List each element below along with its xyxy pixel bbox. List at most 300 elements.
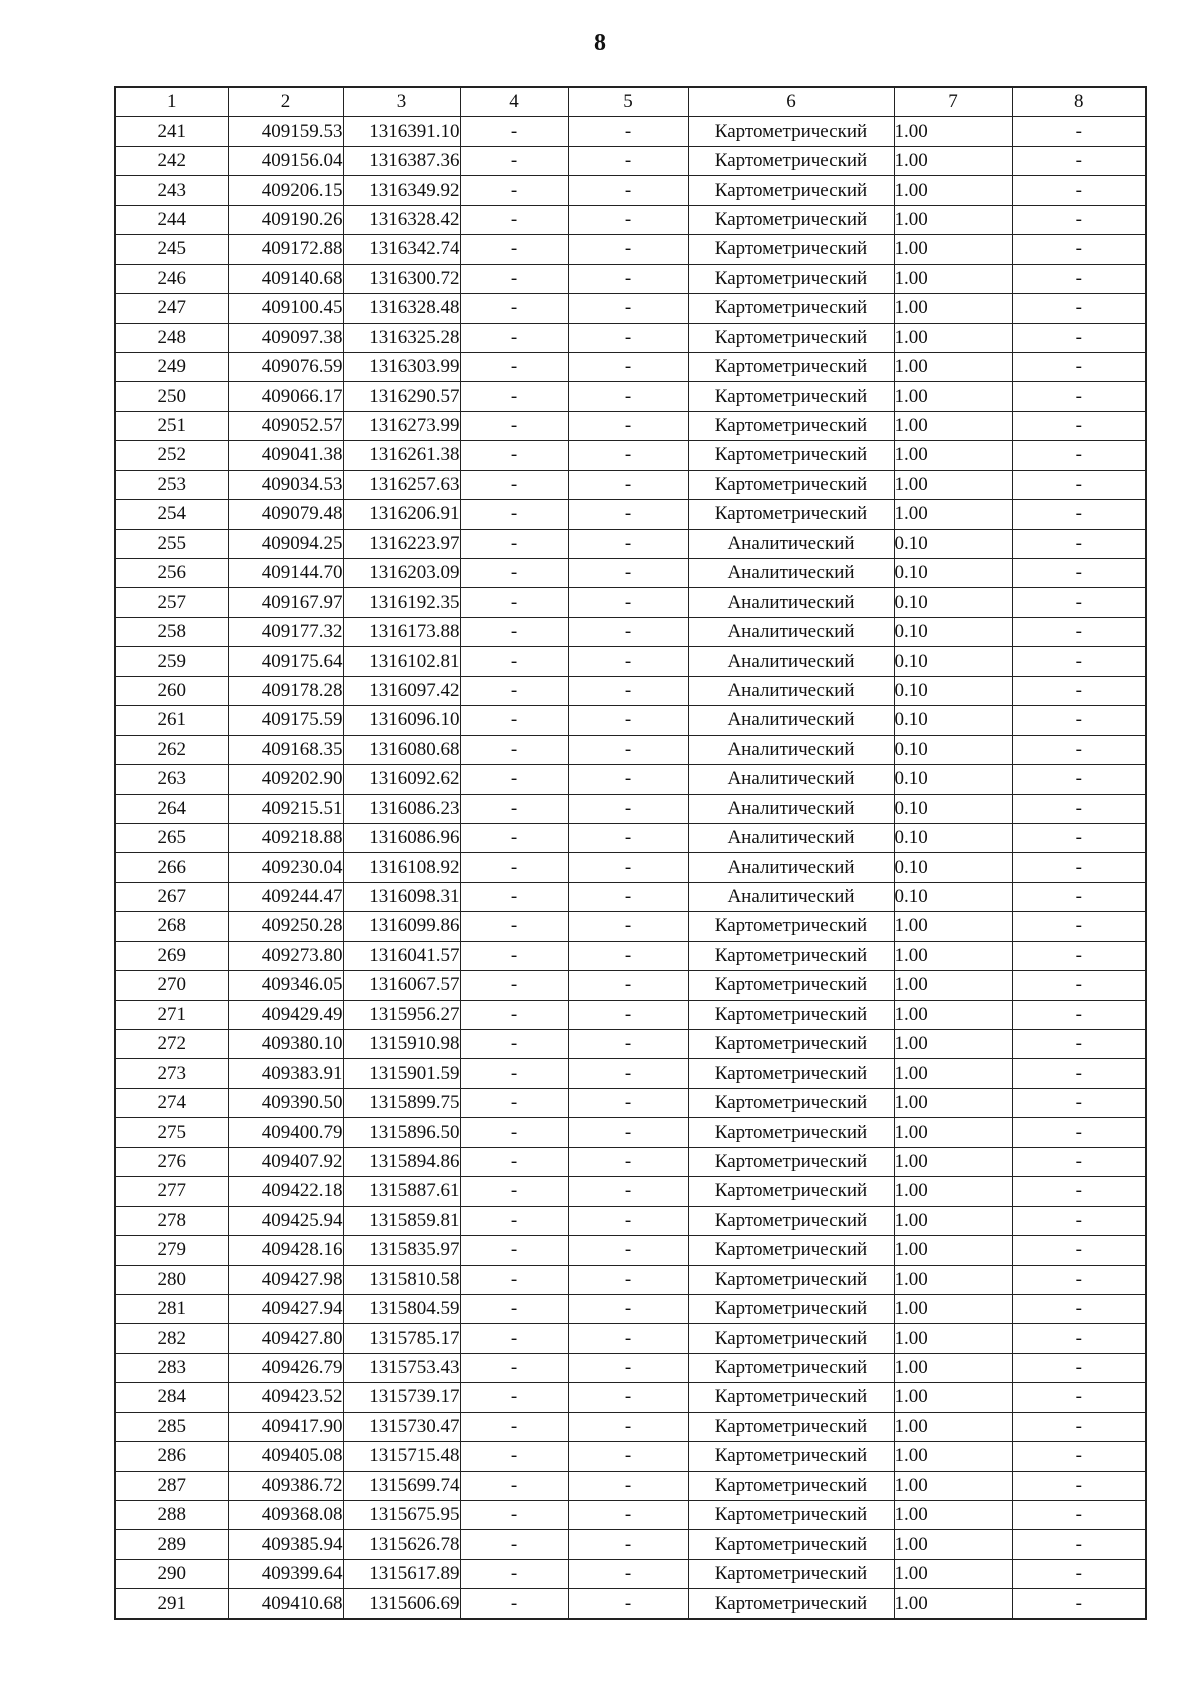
table-cell-col-1: 264 [115,794,228,823]
table-cell-col-6: Картометрический [688,1383,894,1412]
table-row [115,853,1146,882]
table-cell-col-6: Картометрический [688,382,894,411]
table-cell-col-3: 1315956.27 [343,1000,460,1029]
table-cell-col-5: - [568,941,688,970]
table-cell-col-4: - [460,470,568,499]
table-cell-col-2: 409202.90 [228,765,343,794]
table-row [115,941,1146,970]
table-cell-col-5: - [568,441,688,470]
table-cell-col-3: 1315887.61 [343,1177,460,1206]
table-cell-col-8: - [1012,1324,1146,1353]
table-cell-col-2: 409218.88 [228,823,343,852]
table-cell-col-8: - [1012,882,1146,911]
table-cell-col-3: 1316203.09 [343,559,460,588]
table-cell-col-1: 263 [115,765,228,794]
table-cell-col-1: 272 [115,1030,228,1059]
table-cell-col-7: 0.10 [894,853,1012,882]
table-cell-col-7: 1.00 [894,1324,1012,1353]
table-cell-col-8: - [1012,823,1146,852]
table-cell-col-8: - [1012,706,1146,735]
table-cell-col-3: 1316102.81 [343,647,460,676]
table-cell-col-7: 1.00 [894,1442,1012,1471]
table-cell-col-3: 1316096.10 [343,706,460,735]
table-cell-col-5: - [568,176,688,205]
table-cell-col-1: 248 [115,323,228,352]
table-cell-col-7: 0.10 [894,676,1012,705]
table-cell-col-5: - [568,1501,688,1530]
table-cell-col-4: - [460,176,568,205]
table-cell-col-6: Картометрический [688,1118,894,1147]
table-cell-col-1: 259 [115,647,228,676]
column-header-1: 1 [115,87,228,117]
table-cell-col-2: 409159.53 [228,117,343,146]
table-cell-col-1: 285 [115,1412,228,1441]
table-row [115,1412,1146,1441]
table-cell-col-8: - [1012,352,1146,381]
table-cell-col-2: 409100.45 [228,294,343,323]
table-cell-col-3: 1315894.86 [343,1147,460,1176]
table-cell-col-5: - [568,676,688,705]
table-row [115,411,1146,440]
table-cell-col-3: 1315730.47 [343,1412,460,1441]
table-cell-col-2: 409423.52 [228,1383,343,1412]
table-cell-col-6: Картометрический [688,205,894,234]
table-row [115,617,1146,646]
table-cell-col-1: 282 [115,1324,228,1353]
table-cell-col-5: - [568,1000,688,1029]
table-cell-col-3: 1316257.63 [343,470,460,499]
table-cell-col-5: - [568,1383,688,1412]
table-cell-col-7: 1.00 [894,1177,1012,1206]
table-cell-col-8: - [1012,294,1146,323]
table-cell-col-7: 1.00 [894,411,1012,440]
table-cell-col-3: 1316391.10 [343,117,460,146]
table-cell-col-4: - [460,1000,568,1029]
coordinates-table [114,86,1147,1620]
table-cell-col-6: Картометрический [688,1471,894,1500]
table-cell-col-1: 246 [115,264,228,293]
table-cell-col-5: - [568,1442,688,1471]
table-cell-col-1: 250 [115,382,228,411]
table-cell-col-6: Картометрический [688,1294,894,1323]
table-cell-col-3: 1316328.48 [343,294,460,323]
table-cell-col-4: - [460,647,568,676]
table-cell-col-6: Картометрический [688,146,894,175]
table-row [115,1294,1146,1323]
table-cell-col-1: 283 [115,1353,228,1382]
table-cell-col-5: - [568,294,688,323]
table-cell-col-1: 291 [115,1589,228,1619]
table-cell-col-3: 1316328.42 [343,205,460,234]
table-cell-col-1: 260 [115,676,228,705]
table-cell-col-7: 1.00 [894,1265,1012,1294]
table-cell-col-1: 273 [115,1059,228,1088]
table-cell-col-5: - [568,500,688,529]
table-cell-col-5: - [568,1471,688,1500]
table-row [115,1059,1146,1088]
table-row [115,529,1146,558]
table-cell-col-8: - [1012,1236,1146,1265]
table-cell-col-8: - [1012,1059,1146,1088]
table-cell-col-1: 280 [115,1265,228,1294]
table-cell-col-7: 1.00 [894,264,1012,293]
table-row [115,1383,1146,1412]
table-cell-col-2: 409094.25 [228,529,343,558]
table-cell-col-5: - [568,971,688,1000]
table-cell-col-2: 409140.68 [228,264,343,293]
table-cell-col-3: 1315753.43 [343,1353,460,1382]
table-cell-col-3: 1316086.96 [343,823,460,852]
table-cell-col-6: Аналитический [688,617,894,646]
table-cell-col-7: 0.10 [894,559,1012,588]
table-row [115,441,1146,470]
table-cell-col-1: 279 [115,1236,228,1265]
table-cell-col-7: 1.00 [894,1294,1012,1323]
table-cell-col-6: Аналитический [688,794,894,823]
table-cell-col-6: Картометрический [688,1442,894,1471]
table-cell-col-3: 1316349.92 [343,176,460,205]
column-header-8: 8 [1012,87,1146,117]
table-cell-col-4: - [460,294,568,323]
table-cell-col-7: 1.00 [894,323,1012,352]
table-row [115,1471,1146,1500]
table-cell-col-6: Аналитический [688,882,894,911]
table-cell-col-6: Картометрический [688,1088,894,1117]
table-cell-col-5: - [568,1030,688,1059]
table-cell-col-8: - [1012,1177,1146,1206]
table-cell-col-4: - [460,1294,568,1323]
table-cell-col-2: 409425.94 [228,1206,343,1235]
table-cell-col-1: 243 [115,176,228,205]
table-cell-col-4: - [460,1589,568,1619]
table-cell-col-6: Картометрический [688,411,894,440]
table-cell-col-8: - [1012,1353,1146,1382]
table-cell-col-2: 409097.38 [228,323,343,352]
table-cell-col-6: Картометрический [688,176,894,205]
table-cell-col-1: 271 [115,1000,228,1029]
table-row [115,1206,1146,1235]
table-cell-col-4: - [460,853,568,882]
table-cell-col-4: - [460,1030,568,1059]
table-cell-col-3: 1316300.72 [343,264,460,293]
table-cell-col-1: 253 [115,470,228,499]
table-cell-col-4: - [460,706,568,735]
table-cell-col-6: Картометрический [688,1236,894,1265]
table-cell-col-3: 1315617.89 [343,1559,460,1588]
table-cell-col-7: 0.10 [894,647,1012,676]
table-cell-col-4: - [460,1383,568,1412]
table-cell-col-1: 269 [115,941,228,970]
table-row [115,1088,1146,1117]
table-cell-col-1: 242 [115,146,228,175]
table-cell-col-8: - [1012,559,1146,588]
table-cell-col-7: 1.00 [894,1471,1012,1500]
table-cell-col-4: - [460,205,568,234]
table-row [115,1324,1146,1353]
table-cell-col-3: 1316041.57 [343,941,460,970]
table-cell-col-5: - [568,1265,688,1294]
table-row [115,352,1146,381]
table-cell-col-7: 1.00 [894,941,1012,970]
table-cell-col-1: 270 [115,971,228,1000]
table-cell-col-4: - [460,1206,568,1235]
table-cell-col-2: 409079.48 [228,500,343,529]
table-cell-col-7: 1.00 [894,1530,1012,1559]
table-cell-col-8: - [1012,676,1146,705]
table-cell-col-7: 1.00 [894,117,1012,146]
table-cell-col-4: - [460,1353,568,1382]
table-cell-col-3: 1316097.42 [343,676,460,705]
table-cell-col-2: 409385.94 [228,1530,343,1559]
table-cell-col-4: - [460,971,568,1000]
table-cell-col-2: 409422.18 [228,1177,343,1206]
table-cell-col-5: - [568,1059,688,1088]
table-row [115,735,1146,764]
table-cell-col-1: 256 [115,559,228,588]
table-cell-col-6: Картометрический [688,117,894,146]
table-row [115,1000,1146,1029]
table-cell-col-7: 1.00 [894,1000,1012,1029]
table-cell-col-7: 1.00 [894,1030,1012,1059]
table-cell-col-7: 0.10 [894,794,1012,823]
table-cell-col-2: 409250.28 [228,912,343,941]
table-cell-col-6: Аналитический [688,559,894,588]
table-cell-col-3: 1316342.74 [343,235,460,264]
table-cell-col-1: 276 [115,1147,228,1176]
table-cell-col-4: - [460,441,568,470]
table-cell-col-8: - [1012,235,1146,264]
table-cell-col-2: 409417.90 [228,1412,343,1441]
table-cell-col-5: - [568,1088,688,1117]
table-cell-col-8: - [1012,971,1146,1000]
table-row [115,882,1146,911]
table-cell-col-2: 409368.08 [228,1501,343,1530]
table-cell-col-1: 284 [115,1383,228,1412]
table-cell-col-1: 249 [115,352,228,381]
table-cell-col-1: 267 [115,882,228,911]
table-cell-col-7: 1.00 [894,294,1012,323]
table-cell-col-2: 409175.59 [228,706,343,735]
column-header-5: 5 [568,87,688,117]
table-row [115,382,1146,411]
table-cell-col-8: - [1012,1206,1146,1235]
table-row [115,205,1146,234]
table-cell-col-4: - [460,235,568,264]
table-cell-col-8: - [1012,1088,1146,1117]
table-cell-col-3: 1316206.91 [343,500,460,529]
column-header-7: 7 [894,87,1012,117]
table-cell-col-7: 0.10 [894,706,1012,735]
table-cell-col-8: - [1012,382,1146,411]
table-cell-col-5: - [568,1206,688,1235]
table-cell-col-6: Картометрический [688,1530,894,1559]
table-cell-col-4: - [460,588,568,617]
table-cell-col-6: Картометрический [688,1412,894,1441]
table-cell-col-1: 274 [115,1088,228,1117]
table-cell-col-8: - [1012,264,1146,293]
table-cell-col-8: - [1012,1147,1146,1176]
table-cell-col-7: 1.00 [894,235,1012,264]
table-cell-col-7: 1.00 [894,382,1012,411]
table-cell-col-1: 241 [115,117,228,146]
table-cell-col-5: - [568,411,688,440]
table-cell-col-8: - [1012,1412,1146,1441]
table-cell-col-2: 409156.04 [228,146,343,175]
table-cell-col-7: 1.00 [894,1236,1012,1265]
table-cell-col-3: 1316098.31 [343,882,460,911]
table-cell-col-3: 1315835.97 [343,1236,460,1265]
table-cell-col-3: 1315804.59 [343,1294,460,1323]
table-cell-col-3: 1316273.99 [343,411,460,440]
table-row [115,1177,1146,1206]
table-row [115,559,1146,588]
table-cell-col-5: - [568,1177,688,1206]
table-cell-col-6: Картометрический [688,1589,894,1619]
table-cell-col-8: - [1012,1589,1146,1619]
table-row [115,1265,1146,1294]
table-cell-col-3: 1316173.88 [343,617,460,646]
table-row [115,794,1146,823]
table-row [115,588,1146,617]
table-cell-col-4: - [460,765,568,794]
table-cell-col-4: - [460,823,568,852]
table-cell-col-7: 1.00 [894,1206,1012,1235]
table-cell-col-8: - [1012,794,1146,823]
table-cell-col-1: 288 [115,1501,228,1530]
table-row [115,676,1146,705]
table-cell-col-3: 1316108.92 [343,853,460,882]
table-cell-col-5: - [568,264,688,293]
table-cell-col-7: 1.00 [894,1383,1012,1412]
table-cell-col-2: 409407.92 [228,1147,343,1176]
table-cell-col-1: 289 [115,1530,228,1559]
table-cell-col-5: - [568,1118,688,1147]
table-cell-col-7: 1.00 [894,1589,1012,1619]
table-cell-col-7: 0.10 [894,823,1012,852]
table-cell-col-1: 247 [115,294,228,323]
table-cell-col-1: 255 [115,529,228,558]
table-body [115,117,1146,1619]
table-cell-col-8: - [1012,1471,1146,1500]
table-cell-col-1: 290 [115,1559,228,1588]
column-header-4: 4 [460,87,568,117]
table-cell-col-2: 409206.15 [228,176,343,205]
table-cell-col-6: Аналитический [688,853,894,882]
table-cell-col-8: - [1012,441,1146,470]
table-cell-col-1: 281 [115,1294,228,1323]
table-cell-col-4: - [460,1324,568,1353]
table-cell-col-8: - [1012,176,1146,205]
table-cell-col-7: 1.00 [894,971,1012,1000]
table-cell-col-3: 1315606.69 [343,1589,460,1619]
table-cell-col-3: 1315739.17 [343,1383,460,1412]
table-cell-col-8: - [1012,1442,1146,1471]
table-cell-col-2: 409380.10 [228,1030,343,1059]
table-cell-col-7: 1.00 [894,1353,1012,1382]
table-cell-col-5: - [568,117,688,146]
table-cell-col-6: Картометрический [688,1059,894,1088]
table-cell-col-8: - [1012,117,1146,146]
table-cell-col-1: 265 [115,823,228,852]
table-cell-col-1: 287 [115,1471,228,1500]
table-cell-col-6: Аналитический [688,529,894,558]
table-cell-col-2: 409178.28 [228,676,343,705]
table-cell-col-5: - [568,1147,688,1176]
table-cell-col-1: 268 [115,912,228,941]
table-row [115,1589,1146,1619]
table-cell-col-1: 252 [115,441,228,470]
table-cell-col-5: - [568,1236,688,1265]
table-cell-col-1: 244 [115,205,228,234]
table-cell-col-4: - [460,1559,568,1588]
table-cell-col-4: - [460,1442,568,1471]
table-cell-col-3: 1315910.98 [343,1030,460,1059]
table-cell-col-2: 409177.32 [228,617,343,646]
table-cell-col-6: Картометрический [688,1559,894,1588]
table-cell-col-1: 266 [115,853,228,882]
table-cell-col-5: - [568,765,688,794]
table-cell-col-1: 261 [115,706,228,735]
table-cell-col-8: - [1012,617,1146,646]
table-cell-col-5: - [568,912,688,941]
table-cell-col-8: - [1012,853,1146,882]
table-cell-col-4: - [460,1177,568,1206]
table-cell-col-5: - [568,882,688,911]
table-cell-col-7: 0.10 [894,735,1012,764]
table-cell-col-3: 1316192.35 [343,588,460,617]
table-cell-col-5: - [568,1294,688,1323]
table-cell-col-4: - [460,500,568,529]
table-cell-col-8: - [1012,146,1146,175]
table-row [115,647,1146,676]
table-cell-col-3: 1316092.62 [343,765,460,794]
table-cell-col-8: - [1012,735,1146,764]
table-cell-col-8: - [1012,1530,1146,1559]
table-cell-col-2: 409429.49 [228,1000,343,1029]
table-header-row [115,87,1146,117]
table-cell-col-3: 1316303.99 [343,352,460,381]
table-cell-col-6: Аналитический [688,706,894,735]
table-cell-col-3: 1316290.57 [343,382,460,411]
table-cell-col-2: 409273.80 [228,941,343,970]
table-cell-col-8: - [1012,1383,1146,1412]
table-cell-col-2: 409427.98 [228,1265,343,1294]
table-row [115,1559,1146,1588]
table-cell-col-4: - [460,1088,568,1117]
table-cell-col-4: - [460,117,568,146]
table-cell-col-2: 409167.97 [228,588,343,617]
table-cell-col-5: - [568,352,688,381]
table-cell-col-4: - [460,1501,568,1530]
table-cell-col-6: Картометрический [688,1265,894,1294]
table-cell-col-7: 1.00 [894,1118,1012,1147]
table-cell-col-6: Картометрический [688,1030,894,1059]
table-cell-col-1: 286 [115,1442,228,1471]
table-cell-col-2: 409175.64 [228,647,343,676]
table-cell-col-4: - [460,1530,568,1559]
table-cell-col-5: - [568,323,688,352]
table-cell-col-7: 1.00 [894,1088,1012,1117]
table-cell-col-2: 409383.91 [228,1059,343,1088]
table-cell-col-3: 1315896.50 [343,1118,460,1147]
table-cell-col-4: - [460,264,568,293]
column-header-6: 6 [688,87,894,117]
table-cell-col-1: 254 [115,500,228,529]
table-cell-col-4: - [460,529,568,558]
table-cell-col-4: - [460,352,568,381]
table-cell-col-7: 1.00 [894,1059,1012,1088]
table-cell-col-2: 409405.08 [228,1442,343,1471]
